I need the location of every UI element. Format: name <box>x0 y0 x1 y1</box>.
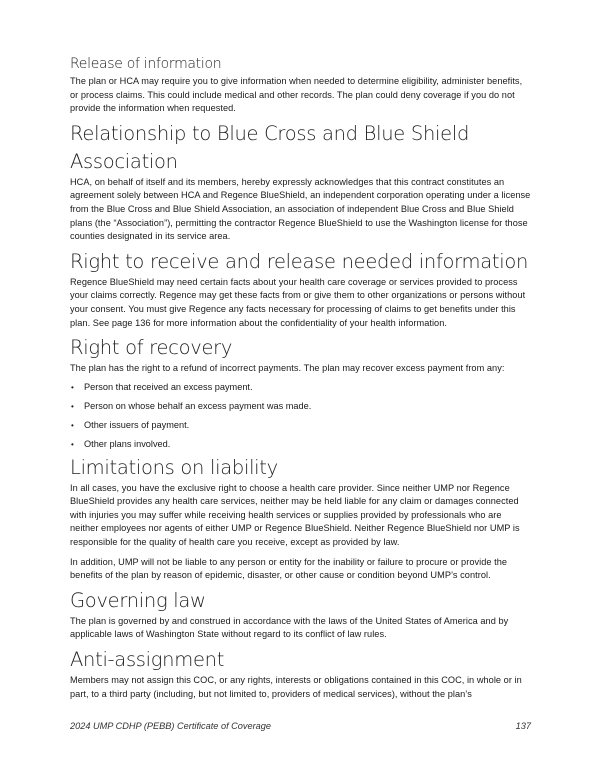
section-release-of-information <box>70 53 532 116</box>
bullet-item: • Person on whose behalf an excess payment was made. <box>70 400 532 414</box>
section-relationship-bcbsa <box>70 120 532 244</box>
footer-document-title: 2024 UMP CDHP (PEBB) Certificate of Coverage <box>70 721 272 731</box>
section-paragraph: In addition, UMP will not be liable to any person or entity for the inability or failure to procure or provide the benefits of the plan by reason of epidemic, disaster, or other cause or condition beyond UMP’s control. <box>70 556 508 581</box>
section-heading: Anti-assignment <box>70 648 225 671</box>
bullet-item: • Person that received an excess payment. <box>70 381 532 395</box>
section-heading: Relationship to Blue Cross and Blue Shield Association <box>70 121 470 173</box>
section-heading: Release of information <box>70 56 222 72</box>
bullet-item: • Other plans involved. <box>70 438 532 452</box>
recovery-bullet-list <box>70 381 532 452</box>
section-anti-assignment <box>70 646 532 701</box>
page-footer <box>70 721 531 731</box>
section-heading: Governing law <box>70 588 206 612</box>
section-heading: Right of recovery <box>70 336 233 360</box>
section-paragraph: The plan has the right to a refund of incorrect payments. The plan may recover excess payment from any: <box>70 363 505 374</box>
section-paragraph: The plan is governed by and construed in accordance with the laws of the United States of America and by applicable laws of Washington State without regard to its conflict of law rules. <box>70 615 509 640</box>
section-right-of-recovery <box>70 334 532 452</box>
section-heading: Limitations on liability <box>70 455 278 479</box>
footer-page-number: 137 <box>515 721 531 731</box>
section-paragraph: Members may not assign this COC, or any rights, interests or obligations contained in this COC, in whole or in part, to a third party (including, but not limited to, providers of medical services), without the plan’s <box>70 675 522 699</box>
section-right-to-receive-release <box>70 248 532 330</box>
section-paragraph: HCA, on behalf of itself and its members, hereby expressly acknowledges that this contract constitutes an agreement solely between HCA and Regence BlueShield, an independent corporation operating under a license from the Blue Cross and Blue Shield Association, an association of independent Blue Cross and Blue Shield plans (the “Association”), permitting the contractor Regence BlueShield to use the Washington license for those counties designated in its service area. <box>70 176 531 242</box>
section-heading: Right to receive and release needed information <box>70 249 529 273</box>
section-limitations-on-liability <box>70 454 532 583</box>
document-page <box>70 50 532 705</box>
section-paragraph: Regence BlueShield may need certain facts about your health care coverage or services provided to process your claims correctly. Regence may get these facts from or give them to other organizations or persons without your consent. You must give Regence any facts necessary for processing of claims to get benefits under this plan. See page 136 for more information about the confidentiality of your health information. <box>70 276 526 328</box>
section-paragraph: In all cases, you have the exclusive right to choose a health care provider. Since neither UMP nor Regence BlueShield provides any health care services, neither may be held liable for any claim or damages connected with injuries you may suffer while receiving health services or supplies provided by professionals who are neither employees nor agents of either UMP or Regence BlueShield. Neither Regence BlueShield nor UMP is responsible for the quality of health care you receive, except as provided by law. <box>70 482 520 548</box>
section-paragraph: The plan or HCA may require you to give information when needed to determine eligibility, administer benefits, or process claims. This could include medical and other records. The plan could deny coverage if you do not provide the information when requested. <box>70 76 523 114</box>
bullet-item: • Other issuers of payment. <box>70 419 532 433</box>
section-governing-law <box>70 587 532 642</box>
